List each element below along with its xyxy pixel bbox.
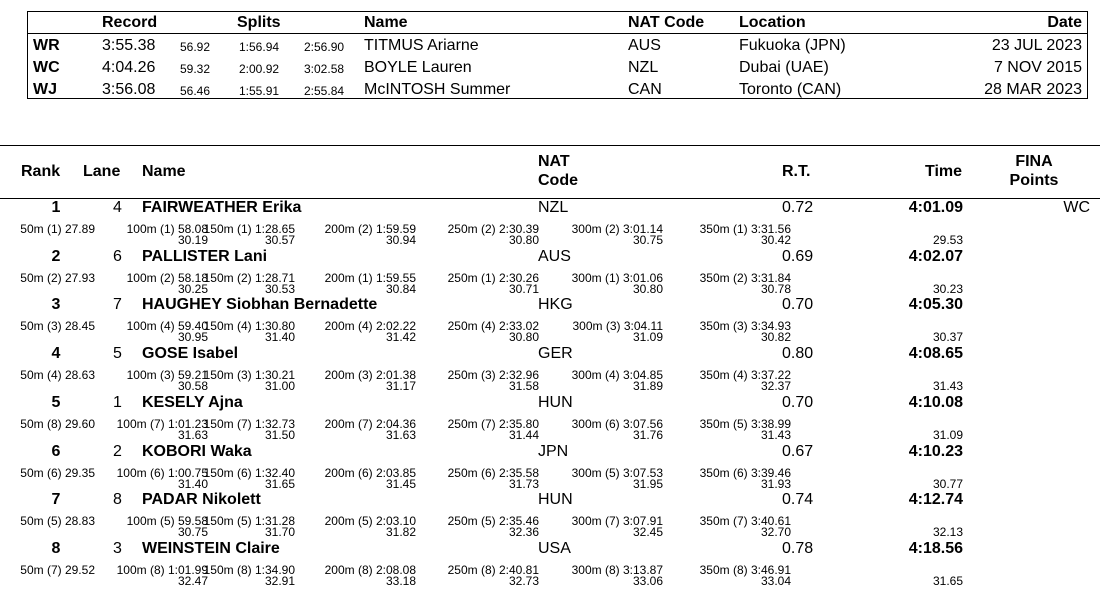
nat-code: NZL xyxy=(538,199,569,216)
final-time: 4:10.08 xyxy=(908,393,963,411)
split-distance: 250m (4) 2:33.02 xyxy=(447,319,539,334)
final-time: 4:05.30 xyxy=(908,296,963,314)
split-lap: 32.73 xyxy=(508,573,539,588)
split-lap: 30.58 xyxy=(177,379,208,394)
lane: 5 xyxy=(113,345,122,363)
split-distance: 50m (2) 27.93 xyxy=(20,270,95,285)
fina-points: 31.09 xyxy=(932,427,963,442)
results-header-points: Points xyxy=(1009,172,1059,189)
rank: 2 xyxy=(51,247,61,265)
split-lap: 31.44 xyxy=(508,427,539,442)
split-distance: 100m (5) 59.58 xyxy=(126,514,208,529)
split-distance: 300m (8) 3:13.87 xyxy=(571,562,663,577)
swimmer-name: HAUGHEY Siobhan Bernadette xyxy=(142,296,378,314)
split-distance: 200m (2) 1:59.59 xyxy=(324,222,416,236)
split-distance: 150m (1) 1:28.65 xyxy=(203,222,295,236)
swimmer-name: PADAR Nikolett xyxy=(142,491,261,509)
fina-points: 29.53 xyxy=(932,233,963,247)
record-split: 56.46 xyxy=(180,84,211,98)
records-header-location: Location xyxy=(739,14,806,31)
split-lap: 31.73 xyxy=(508,476,539,491)
split-lap: 33.04 xyxy=(760,573,791,588)
split-lap: 32.37 xyxy=(760,379,791,394)
split-distance: 50m (1) 27.89 xyxy=(20,222,95,236)
split-distance: 250m (5) 2:35.46 xyxy=(447,514,539,529)
lane: 2 xyxy=(113,442,122,460)
split-distance: 350m (7) 3:40.61 xyxy=(699,514,791,529)
record-nat: AUS xyxy=(628,37,661,54)
split-lap: 31.09 xyxy=(632,330,663,345)
split-distance: 150m (3) 1:30.21 xyxy=(203,368,295,383)
split-lap: 31.40 xyxy=(264,330,295,345)
split-lap: 31.58 xyxy=(508,379,539,394)
split-lap: 30.19 xyxy=(177,233,208,247)
split-distance: 350m (5) 3:38.99 xyxy=(699,416,791,431)
split-distance: 50m (5) 28.83 xyxy=(20,514,95,529)
record-time: 4:04.26 xyxy=(102,59,156,76)
fina-points: 32.13 xyxy=(932,525,963,540)
nat-code: AUS xyxy=(538,247,571,265)
split-lap: 30.80 xyxy=(508,330,539,345)
split-distance: 250m (7) 2:35.80 xyxy=(447,416,539,431)
split-lap: 33.18 xyxy=(385,573,416,588)
nat-code: USA xyxy=(538,539,571,557)
split-lap: 31.00 xyxy=(264,379,295,394)
lane: 7 xyxy=(113,296,122,314)
lane: 4 xyxy=(113,199,122,216)
split-lap: 30.53 xyxy=(264,281,295,296)
record-location: Dubai (UAE) xyxy=(739,59,829,76)
final-time: 4:01.09 xyxy=(908,199,963,216)
split-distance: 250m (8) 2:40.81 xyxy=(447,562,539,577)
record-holder-name: TITMUS Ariarne xyxy=(364,37,479,54)
split-lap: 31.70 xyxy=(264,525,295,540)
split-distance: 50m (7) 29.52 xyxy=(20,562,95,577)
split-distance: 250m (1) 2:30.26 xyxy=(447,270,539,285)
split-lap: 31.65 xyxy=(264,476,295,491)
split-distance: 300m (4) 3:04.85 xyxy=(571,368,663,383)
nat-code: HUN xyxy=(538,393,573,411)
nat-code: JPN xyxy=(538,442,569,460)
split-lap: 30.42 xyxy=(760,233,791,247)
record-split: 2:55.84 xyxy=(304,84,345,98)
swimmer-name: WEINSTEIN Claire xyxy=(142,539,280,557)
record-nat: NZL xyxy=(628,59,659,76)
split-distance: 300m (7) 3:07.91 xyxy=(571,514,663,529)
split-lap: 31.95 xyxy=(632,476,663,491)
record-split: 56.92 xyxy=(180,40,211,54)
results-header-rank: Rank xyxy=(21,163,61,180)
final-time: 4:12.74 xyxy=(908,491,963,509)
split-lap: 32.36 xyxy=(508,525,539,540)
split-lap: 31.40 xyxy=(177,476,208,491)
split-lap: 31.82 xyxy=(385,525,416,540)
split-distance: 350m (4) 3:37.22 xyxy=(699,368,791,383)
rank: 4 xyxy=(51,345,61,363)
split-lap: 30.57 xyxy=(264,233,295,247)
split-distance: 100m (4) 59.40 xyxy=(126,319,208,334)
split-lap: 31.45 xyxy=(385,476,416,491)
records-left-rule xyxy=(27,33,28,99)
final-time: 4:02.07 xyxy=(908,247,963,265)
split-distance: 250m (6) 2:35.58 xyxy=(447,465,539,480)
record-date: 28 MAR 2023 xyxy=(984,81,1082,98)
split-lap: 31.50 xyxy=(264,427,295,442)
split-distance: 100m (6) 1:00.75 xyxy=(116,465,208,480)
record-code: WR xyxy=(33,37,60,54)
split-lap: 31.89 xyxy=(632,379,663,394)
final-time: 4:08.65 xyxy=(908,345,963,363)
record-split: 59.32 xyxy=(180,62,211,76)
split-lap: 31.93 xyxy=(760,476,791,491)
split-distance: 300m (6) 3:07.56 xyxy=(571,416,663,431)
lane: 8 xyxy=(113,491,122,509)
split-lap: 30.94 xyxy=(385,233,416,247)
split-distance: 350m (6) 3:39.46 xyxy=(699,465,791,480)
split-lap: 32.70 xyxy=(760,525,791,540)
split-distance: 300m (3) 3:04.11 xyxy=(572,319,663,334)
results-header-fina: FINA xyxy=(1015,153,1053,170)
fina-points: 30.23 xyxy=(932,281,963,296)
split-distance: 350m (8) 3:46.91 xyxy=(699,562,791,577)
reaction-time: 0.70 xyxy=(782,296,814,314)
records-header-date: Date xyxy=(1047,14,1082,31)
split-distance: 350m (3) 3:34.93 xyxy=(699,319,791,334)
split-lap: 30.71 xyxy=(508,281,539,296)
rank: 5 xyxy=(51,393,61,411)
record-flag: WC xyxy=(1063,199,1090,216)
records-header-name: Name xyxy=(364,14,408,31)
swimmer-name: FAIRWEATHER Erika xyxy=(142,199,302,216)
split-distance: 200m (4) 2:02.22 xyxy=(324,319,416,334)
split-lap: 30.95 xyxy=(177,330,208,345)
split-distance: 200m (6) 2:03.85 xyxy=(324,465,416,480)
split-distance: 100m (8) 1:01.99 xyxy=(116,562,208,577)
split-lap: 31.63 xyxy=(385,427,416,442)
split-distance: 200m (8) 2:08.08 xyxy=(324,562,416,577)
split-lap: 33.06 xyxy=(632,573,663,588)
record-location: Fukuoka (JPN) xyxy=(739,37,846,54)
split-distance: 100m (2) 58.18 xyxy=(126,270,208,285)
split-lap: 30.75 xyxy=(632,233,663,247)
record-split: 1:56.94 xyxy=(239,40,280,54)
swimmer-name: GOSE Isabel xyxy=(142,345,239,363)
reaction-time: 0.80 xyxy=(782,345,814,363)
split-distance: 100m (3) 59.21 xyxy=(126,368,208,383)
split-lap: 31.43 xyxy=(760,427,791,442)
split-distance: 200m (3) 2:01.38 xyxy=(324,368,416,383)
results-header-code: Code xyxy=(538,172,578,189)
swimmer-name: PALLISTER Lani xyxy=(142,247,268,265)
split-lap: 31.63 xyxy=(177,427,208,442)
record-holder-name: BOYLE Lauren xyxy=(364,59,472,76)
fina-points: 31.43 xyxy=(932,379,963,394)
swimmer-name: KESELY Ajna xyxy=(142,393,243,411)
split-lap: 30.80 xyxy=(632,281,663,296)
split-distance: 300m (5) 3:07.53 xyxy=(571,465,663,480)
split-distance: 250m (3) 2:32.96 xyxy=(447,368,539,383)
record-holder-name: McINTOSH Summer xyxy=(364,81,511,98)
results-header-rt: R.T. xyxy=(782,163,811,180)
records-header-divider xyxy=(27,33,1088,34)
rank: 3 xyxy=(51,296,61,314)
split-distance: 150m (5) 1:31.28 xyxy=(203,514,295,529)
split-distance: 200m (1) 1:59.55 xyxy=(324,270,416,285)
record-split: 2:56.90 xyxy=(304,40,345,54)
records-header-record: Record xyxy=(102,14,158,31)
record-time: 3:55.38 xyxy=(102,37,156,54)
record-date: 23 JUL 2023 xyxy=(991,37,1082,54)
results-header-nat: NAT xyxy=(538,153,570,170)
results-header-lane: Lane xyxy=(83,163,121,180)
fina-points: 30.37 xyxy=(932,330,963,345)
split-lap: 30.75 xyxy=(177,525,208,540)
split-lap: 32.47 xyxy=(177,573,208,588)
split-distance: 100m (1) 58.08 xyxy=(126,222,208,236)
records-header-splits: Splits xyxy=(237,14,281,31)
split-distance: 50m (8) 29.60 xyxy=(20,416,95,431)
split-lap: 31.42 xyxy=(385,330,416,345)
reaction-time: 0.72 xyxy=(782,199,814,216)
record-time: 3:56.08 xyxy=(102,81,156,98)
split-distance: 150m (7) 1:32.73 xyxy=(203,416,295,431)
split-lap: 30.25 xyxy=(177,281,208,296)
split-lap: 32.91 xyxy=(264,573,295,588)
record-code: WC xyxy=(33,59,60,76)
split-lap: 31.76 xyxy=(632,427,663,442)
split-distance: 150m (6) 1:32.40 xyxy=(203,465,295,480)
split-lap: 32.45 xyxy=(632,525,663,540)
rank: 7 xyxy=(51,491,61,509)
split-distance: 150m (4) 1:30.80 xyxy=(203,319,295,334)
results-header-name: Name xyxy=(142,163,186,180)
split-distance: 50m (4) 28.63 xyxy=(20,368,95,383)
lane: 1 xyxy=(113,393,122,411)
split-distance: 200m (5) 2:03.10 xyxy=(324,514,416,529)
split-distance: 150m (2) 1:28.71 xyxy=(203,270,295,285)
rank: 1 xyxy=(51,199,61,216)
reaction-time: 0.67 xyxy=(782,442,814,460)
lane: 3 xyxy=(113,539,122,557)
reaction-time: 0.74 xyxy=(782,491,814,509)
rank: 6 xyxy=(51,442,61,460)
fina-points: 30.77 xyxy=(932,476,963,491)
lane: 6 xyxy=(113,247,122,265)
split-distance: 250m (2) 2:30.39 xyxy=(447,222,539,236)
split-distance: 50m (3) 28.45 xyxy=(20,319,95,334)
nat-code: GER xyxy=(538,345,573,363)
swimmer-name: KOBORI Waka xyxy=(142,442,252,460)
split-distance: 350m (2) 3:31.84 xyxy=(699,270,791,285)
split-lap: 30.84 xyxy=(385,281,416,296)
record-split: 3:02.58 xyxy=(304,62,345,76)
records-header-nat: NAT Code xyxy=(628,14,705,31)
final-time: 4:10.23 xyxy=(908,442,963,460)
split-distance: 350m (1) 3:31.56 xyxy=(699,222,791,236)
rank: 8 xyxy=(51,539,61,557)
results-top-rule xyxy=(0,145,1100,146)
record-split: 2:00.92 xyxy=(239,62,280,76)
results-header-time: Time xyxy=(925,163,963,180)
nat-code: HKG xyxy=(538,296,573,314)
reaction-time: 0.78 xyxy=(782,539,814,557)
fina-points: 31.65 xyxy=(932,573,963,588)
split-lap: 30.80 xyxy=(508,233,539,247)
split-distance: 200m (7) 2:04.36 xyxy=(324,416,416,431)
split-lap: 30.82 xyxy=(760,330,791,345)
record-split: 1:55.91 xyxy=(239,84,280,98)
record-date: 7 NOV 2015 xyxy=(993,59,1082,76)
record-code: WJ xyxy=(33,81,57,98)
final-time: 4:18.56 xyxy=(908,539,963,557)
reaction-time: 0.69 xyxy=(782,247,814,265)
split-lap: 30.78 xyxy=(760,281,791,296)
split-distance: 300m (1) 3:01.06 xyxy=(571,270,663,285)
split-distance: 100m (7) 1:01.23 xyxy=(116,416,208,431)
split-lap: 31.17 xyxy=(385,379,416,394)
nat-code: HUN xyxy=(538,491,573,509)
split-distance: 300m (2) 3:01.14 xyxy=(571,222,663,236)
record-nat: CAN xyxy=(628,81,662,98)
record-location: Toronto (CAN) xyxy=(739,81,842,98)
split-distance: 150m (8) 1:34.90 xyxy=(203,562,295,577)
reaction-time: 0.70 xyxy=(782,393,814,411)
split-distance: 50m (6) 29.35 xyxy=(20,465,95,480)
